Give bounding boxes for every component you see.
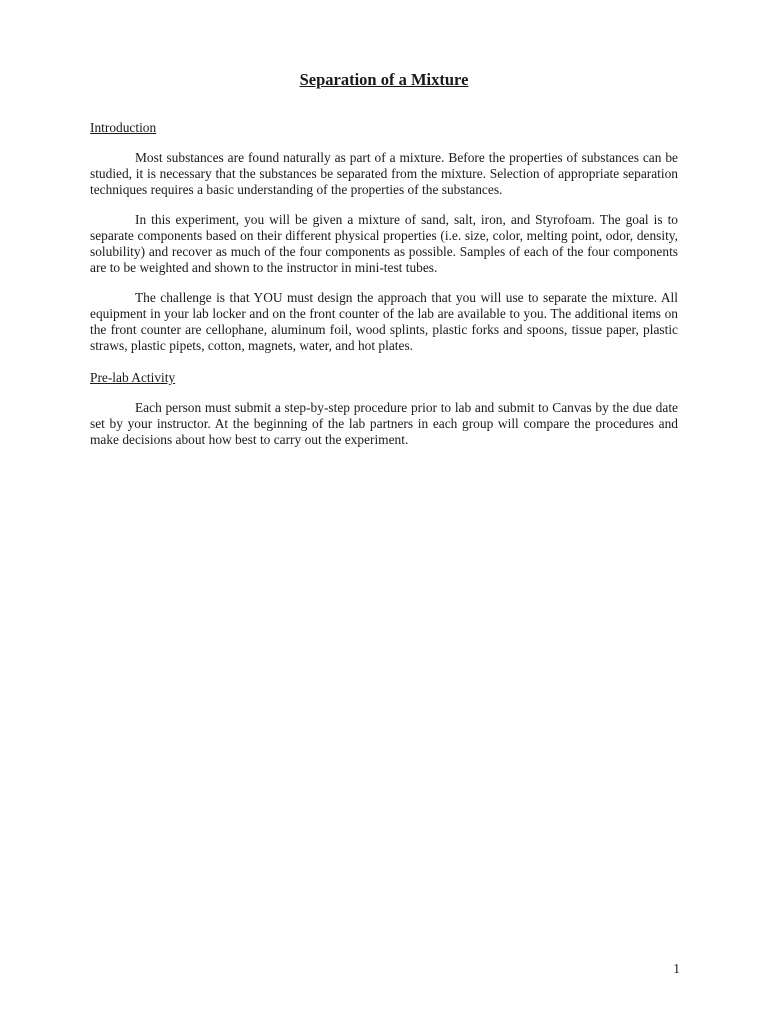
document-body [90,118,678,462]
section-pre-lab-activity [90,368,678,448]
section-heading-introduction: Introduction [90,120,157,135]
paragraph-prelab-1: Each person must submit a step-by-step procedure prior to lab and submit to Canvas by the due date set by your instructor. At the beginning of the lab partners in each group will compare the procedures and make decisions about how best to carry out the experiment. [90,400,678,447]
paragraph-intro-3: The challenge is that YOU must design the approach that you will use to separate the mixture. All equipment in your lab locker and on the front counter of the lab are available to you. The additional items on the front counter are cellophane, aluminum foil, wood splints, plastic forks and spoons, tissue paper, plastic straws, plastic pipets, cotton, magnets, water, and hot plates. [90,290,678,353]
document-title: Separation of a Mixture [299,70,469,89]
section-heading-pre-lab-activity: Pre-lab Activity [90,370,176,385]
page-number: 1 [673,961,680,976]
section-introduction [90,118,678,354]
paragraph-intro-2: In this experiment, you will be given a mixture of sand, salt, iron, and Styrofoam. The goal is to separate components based on their different physical properties (i.e. size, color, melting point, odor, density, solubility) and recover as much of the four components as possible. Samples of each of the four components are to be weighted and shown to the instructor in mini-test tubes. [90,212,678,275]
paragraph-intro-1: Most substances are found naturally as part of a mixture. Before the properties of substances can be studied, it is necessary that the substances be separated from the mixture. Selection of appropriate separation techniques requires a basic understanding of the properties of the substances. [90,150,678,197]
